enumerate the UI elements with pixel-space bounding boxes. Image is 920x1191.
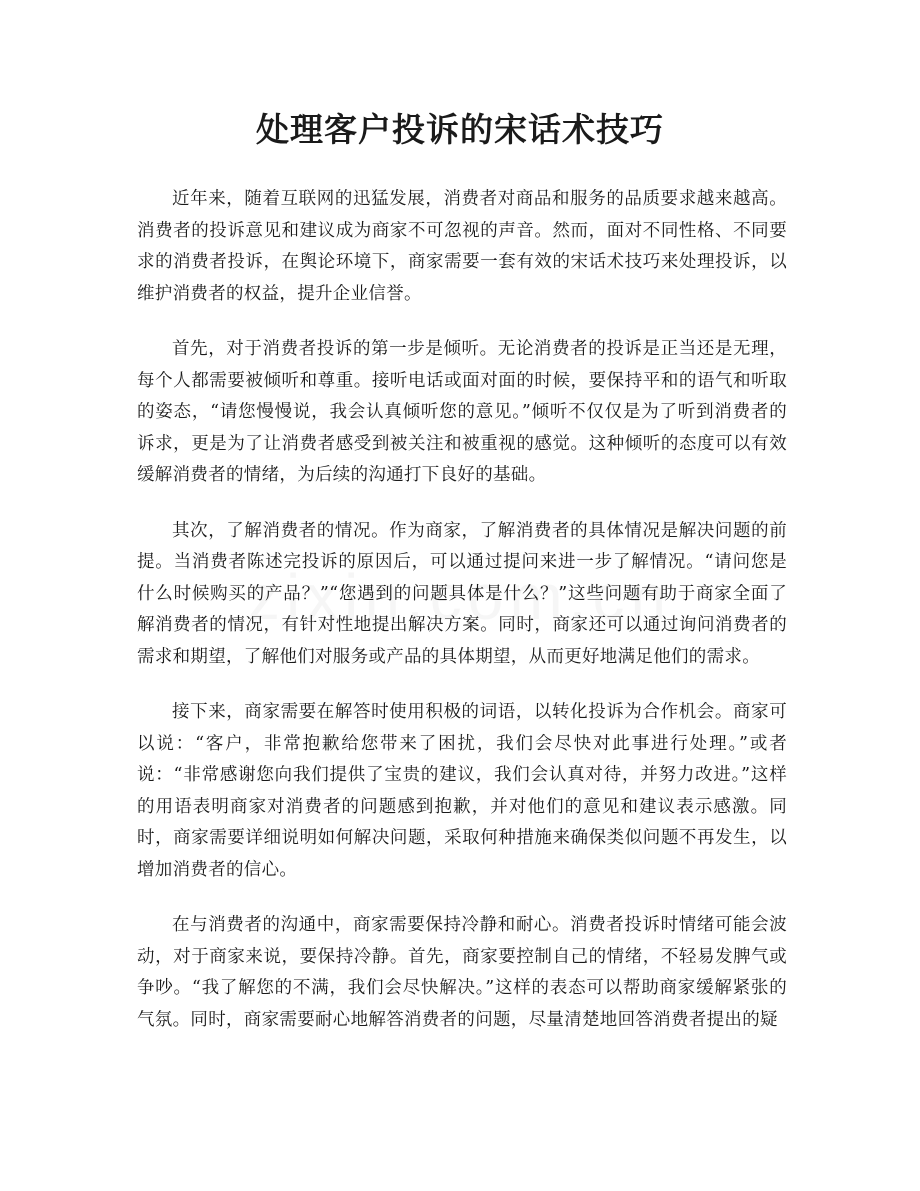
paragraph-5: 在与消费者的沟通中，商家需要保持冷静和耐心。消费者投诉时情绪可能会波动，对于商家来说，要保持冷静。首先，商家要控制自己的情绪，不轻易发脾气或争吵。“我了解您的不满，我们会尽快解决。”这样的表态可以帮助商家缓解紧张的气氛。同时，商家需要耐心地解答消费者的问题，尽量清楚地回答消费者提出的疑 [137, 915, 787, 1030]
paragraph-4: 接下来，商家需要在解答时使用积极的词语，以转化投诉为合作机会。商家可以说：“客户，非常抱歉给您带来了困扰，我们会尽快对此事进行处理。”或者说：“非常感谢您向我们提供了宝贵的建议，我们会认真对待，并努力改进。”这样的用语表明商家对消费者的问题感到抱歉，并对他们的意见和建议表示感激。同时，商家需要详细说明如何解决问题，采取何种措施来确保类似问题不再发生，以增加消费者的信心。 [137, 702, 787, 880]
paragraph-3: 其次，了解消费者的情况。作为商家，了解消费者的具体情况是解决问题的前提。当消费者陈述完投诉的原因后，可以通过提问来进一步了解情况。“请问您是什么时候购买的产品？”“您遇到的问题具体是什么？”这些问题有助于商家全面了解消费者的情况，有针对性地提出解决方案。同时，商家还可以通过询问消费者的需求和期望，了解他们对服务或产品的具体期望，从而更好地满足他们的需求。 [137, 520, 787, 667]
document-title: 处理客户投诉的宋话术技巧 [256, 110, 664, 149]
paragraph-1: 近年来，随着互联网的迅猛发展，消费者对商品和服务的品质要求越来越高。消费者的投诉意见和建议成为商家不可忽视的声音。然而，面对不同性格、不同要求的消费者投诉，在舆论环境下，商家需要一套有效的宋话术技巧来处理投诉，以维护消费者的权益，提升企业信誉。 [137, 189, 787, 304]
paragraph-2: 首先，对于消费者投诉的第一步是倾听。无论消费者的投诉是正当还是无理，每个人都需要被倾听和尊重。接听电话或面对面的时候，要保持平和的语气和听取的姿态，“请您慢慢说，我会认真倾听您的意见。”倾听不仅仅是为了听到消费者的诉求，更是为了让消费者感受到被关注和被重视的感觉。这种倾听的态度可以有效缓解消费者的情绪，为后续的沟通打下良好的基础。 [137, 339, 787, 485]
document-body [137, 184, 787, 1060]
